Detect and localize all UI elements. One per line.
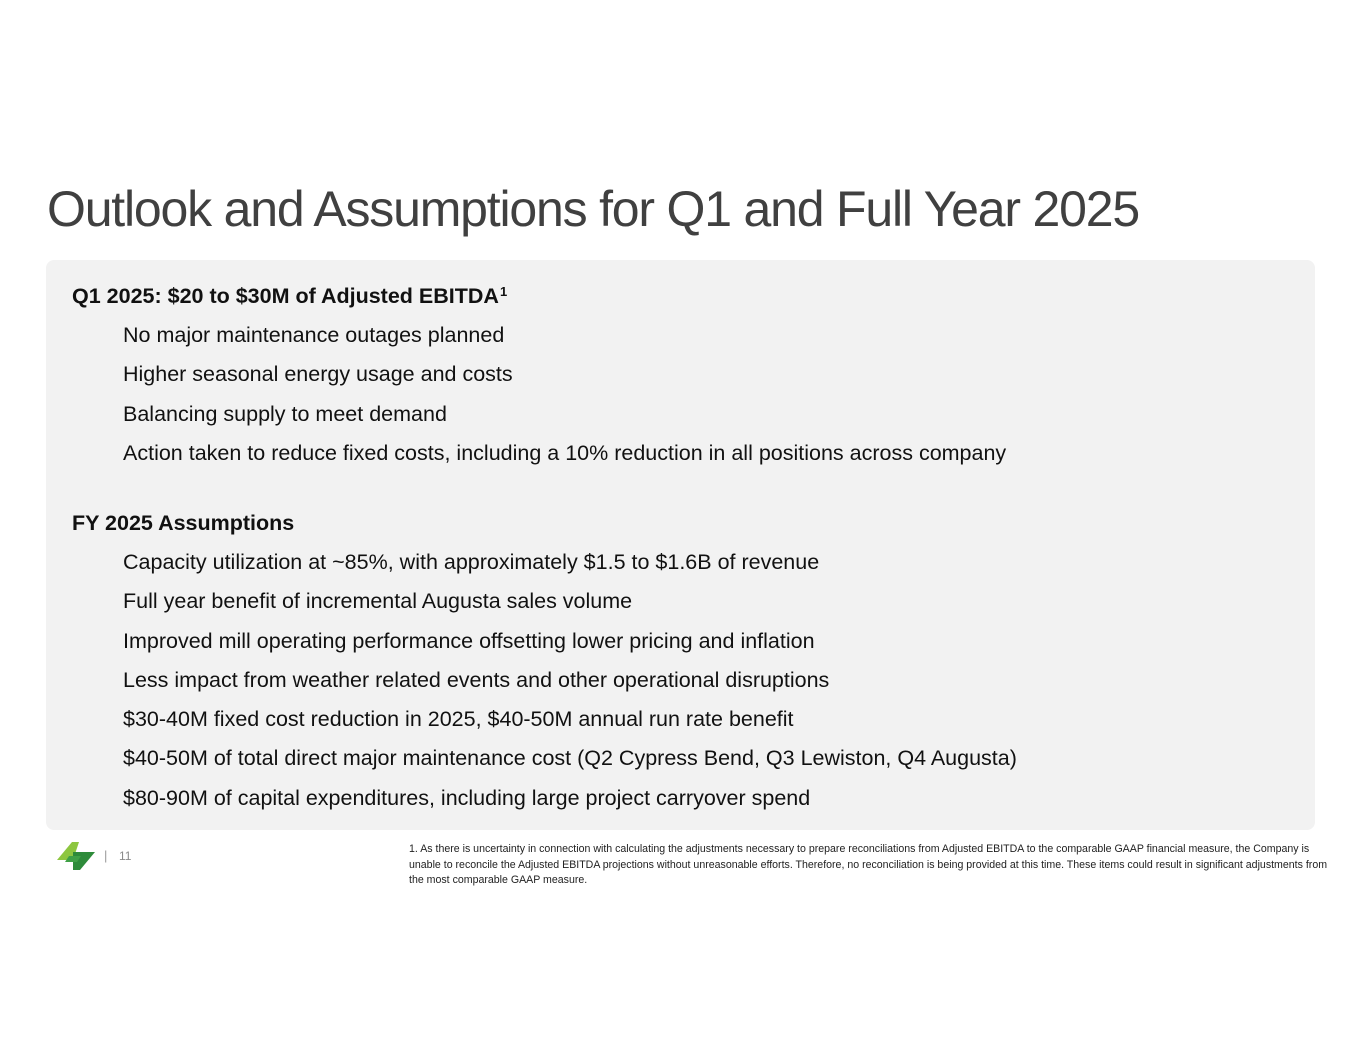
- footnote: 1. As there is uncertainty in connection with calculating the adjustments necessary to prepare reconciliations from Adjusted EBITDA to the comparable GAAP financial measure, the Company is unable to reconcile the Adjusted EBITDA projections without unreasonable efforts. Therefore, no reconciliation is being provided at this time. These items could result in significant adjustments from the most comparable GAAP measure.: [409, 843, 1328, 886]
- q1-heading: [72, 281, 1292, 311]
- fy-heading: FY 2025 Assumptions: [72, 511, 295, 535]
- company-logo-icon: [55, 838, 97, 874]
- outlook-panel: [46, 260, 1315, 830]
- fy-list-item: Less impact from weather related events and other operational disruptions: [123, 667, 830, 692]
- q1-list-item: Action taken to reduce fixed costs, including a 10% reduction in all positions across company: [123, 440, 1007, 465]
- q1-list-item: Higher seasonal energy usage and costs: [123, 362, 513, 387]
- q1-list-item: No major maintenance outages planned: [123, 323, 505, 347]
- footnote-marker: 1: [499, 284, 508, 299]
- q1-list: [72, 320, 1292, 468]
- fy-list-item: $40-50M of total direct major maintenance cost (Q2 Cypress Bend, Q3 Lewiston, Q4 Augusta): [123, 746, 1017, 771]
- q1-list-item: Balancing supply to meet demand: [123, 401, 447, 426]
- q1-heading-text: Q1 2025: $20 to $30M of Adjusted EBITDA: [72, 284, 499, 308]
- fy-section: [72, 508, 1292, 822]
- page-number: 11: [119, 849, 132, 863]
- fy-list-item: $80-90M of capital expenditures, including large project carryover spend: [123, 785, 811, 810]
- fy-list-item: Improved mill operating performance offsetting lower pricing and inflation: [123, 628, 815, 653]
- page-separator: |: [104, 848, 108, 863]
- q1-section: [72, 281, 1292, 477]
- fy-list-item: Full year benefit of incremental Augusta sales volume: [123, 589, 633, 614]
- fy-list-item: Capacity utilization at ~85%, with approximately $1.5 to $1.6B of revenue: [123, 550, 820, 574]
- fy-list: [72, 547, 1292, 813]
- slide-title: Outlook and Assumptions for Q1 and Full Year 2025: [47, 181, 1139, 237]
- fy-list-item: $30-40M fixed cost reduction in 2025, $40-50M annual run rate benefit: [123, 707, 794, 732]
